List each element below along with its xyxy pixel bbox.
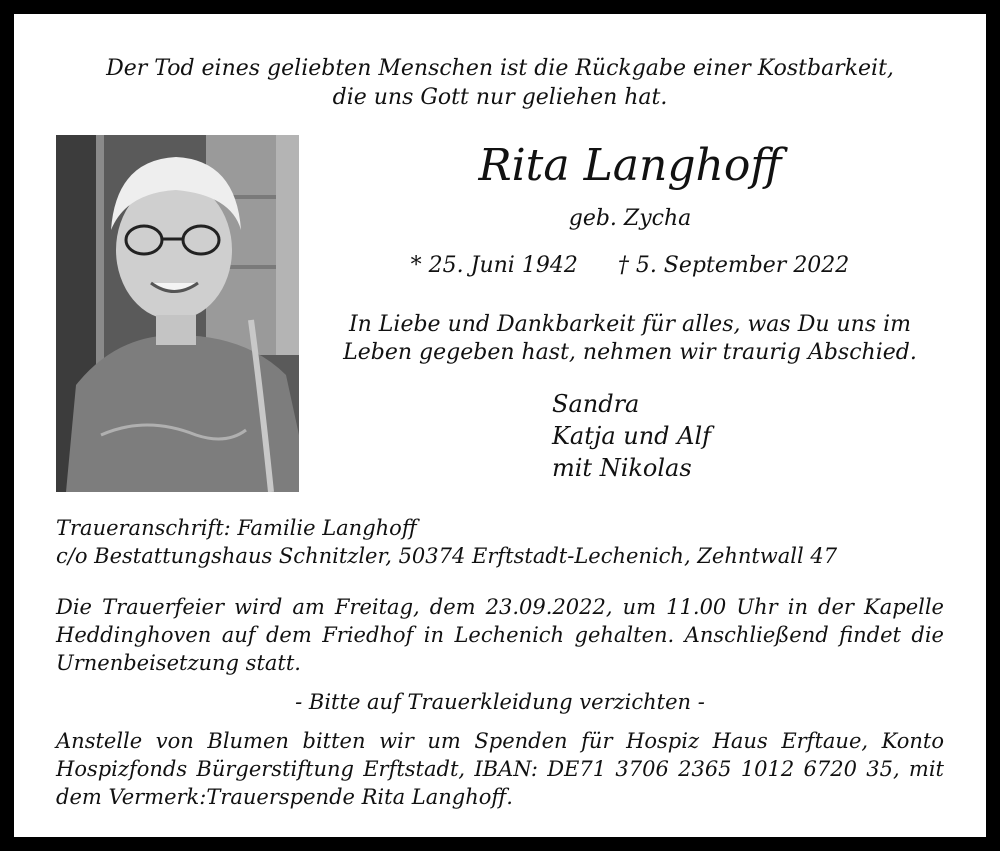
dress-code-note: - Bitte auf Trauerkleidung verzichten -	[295, 690, 705, 714]
life-dates	[300, 252, 960, 280]
mourning-address	[56, 514, 837, 570]
address-line-1: Traueranschrift: Familie Langhoff	[56, 516, 417, 540]
farewell-text	[300, 311, 960, 367]
farewell-line-2: Leben gegeben hast, nehmen wir traurig Abschied.	[343, 340, 917, 365]
motto-line-1: Der Tod eines geliebten Menschen ist die Rückgabe einer Kostbarkeit,	[106, 56, 894, 81]
portrait-photo	[56, 135, 299, 492]
birth-date: * 25. Juni 1942	[410, 253, 578, 278]
farewell-line-1: In Liebe und Dankbarkeit für alles, was Du uns im	[348, 312, 912, 337]
mourner: Katja und Alf	[552, 422, 712, 450]
deceased-name: Rita Langhoff	[478, 140, 782, 191]
mourner: mit Nikolas	[552, 454, 692, 482]
mourners-list	[552, 388, 711, 484]
ceremony-info: Die Trauerfeier wird am Freitag, dem 23.09.2022, um 11.00 Uhr in der Kapelle Heddinghoven auf dem Friedhof in Lechenich gehalten. Anschließend findet die Urnenbeisetzung statt.	[56, 595, 944, 675]
address-line-2: c/o Bestattungshaus Schnitzler, 50374 Erftstadt-Lechenich, Zehntwall 47	[56, 544, 838, 568]
motto	[0, 54, 1000, 112]
birth-name: geb. Zycha	[568, 206, 692, 231]
death-date: † 5. September 2022	[617, 253, 850, 278]
mourner: Sandra	[552, 390, 640, 418]
motto-line-2: die uns Gott nur geliehen hat.	[332, 85, 668, 110]
donation-request: Anstelle von Blumen bitten wir um Spenden für Hospiz Haus Erftaue, Konto Hospizfonds Bürgerstiftung Erftstadt, IBAN: DE71 3706 2365 1012 6720 35, mit dem Vermerk:Trauerspende Rita Langhoff.	[56, 729, 944, 809]
portrait-illustration	[56, 135, 299, 492]
